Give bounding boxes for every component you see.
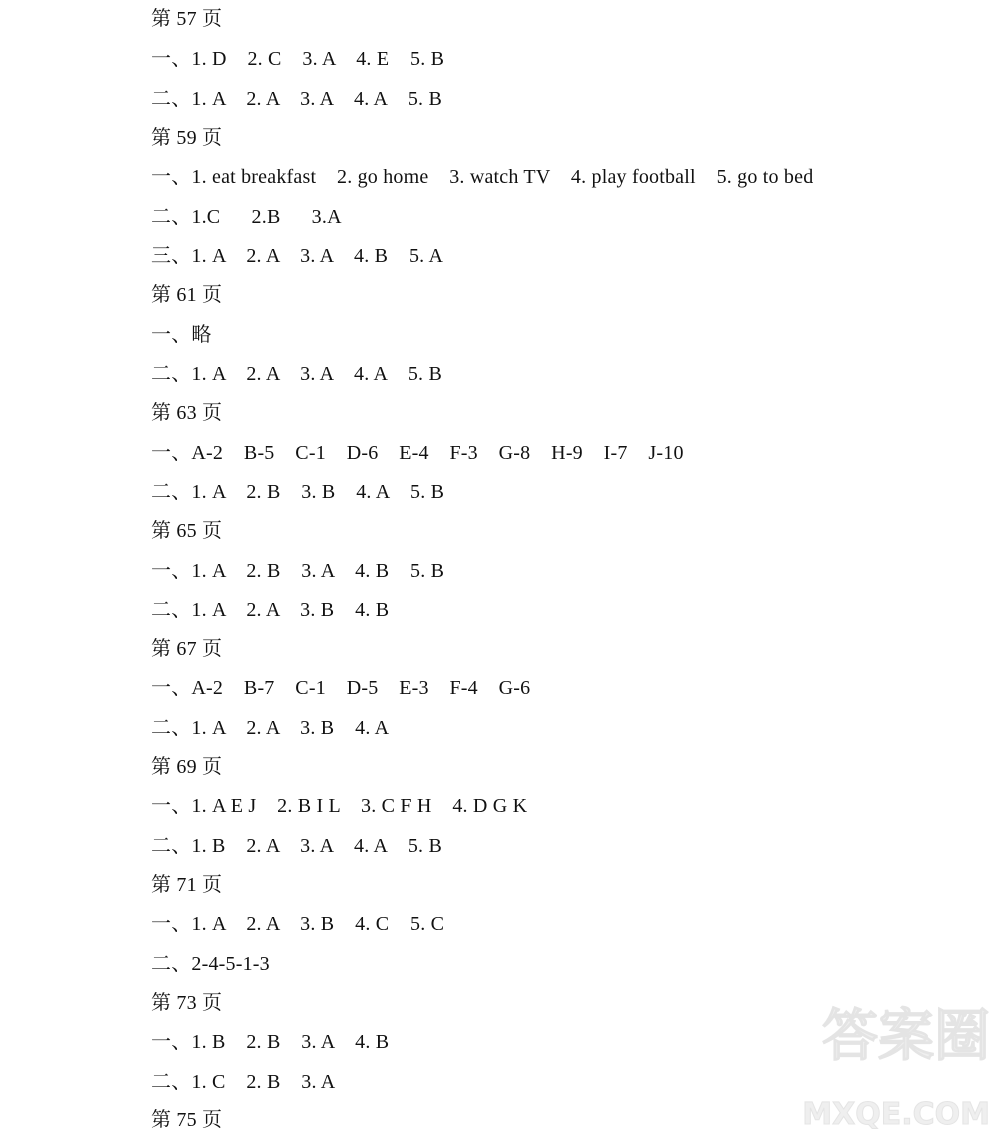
page-heading-73: 第 73 页 (151, 992, 223, 1014)
answer-line: 二、1. B 2. A 3. A 4. A 5. B (151, 835, 442, 857)
answer-line: 二、1. C 2. B 3. A (151, 1071, 336, 1093)
page-heading-65: 第 65 页 (151, 520, 223, 542)
page-heading-63: 第 63 页 (151, 402, 223, 424)
answer-line: 一、略 (151, 324, 212, 346)
answer-line: 一、A-2 B-7 C-1 D-5 E-3 F-4 G-6 (151, 677, 531, 699)
answer-line: 一、1. B 2. B 3. A 4. B (151, 1031, 390, 1053)
page-heading-71: 第 71 页 (151, 874, 223, 896)
answer-line: 二、1. A 2. A 3. A 4. A 5. B (151, 363, 442, 385)
answer-line: 一、1. A E J 2. B I L 3. C F H 4. D G K (151, 795, 528, 817)
page-heading-57: 第 57 页 (151, 8, 223, 30)
answer-line: 二、1. A 2. A 3. B 4. B (151, 599, 390, 621)
page-heading-69: 第 69 页 (151, 756, 223, 778)
answer-line: 三、1. A 2. A 3. A 4. B 5. A (151, 245, 444, 267)
page-heading-61: 第 61 页 (151, 284, 223, 306)
page-heading-67: 第 67 页 (151, 638, 223, 660)
answer-line: 一、1. D 2. C 3. A 4. E 5. B (151, 48, 445, 70)
watermark-url-text: MXQE.COM (802, 1097, 990, 1132)
site-watermark (790, 997, 990, 1137)
answer-line: 二、1. A 2. B 3. B 4. A 5. B (151, 481, 445, 503)
answer-line: 一、1. A 2. A 3. B 4. C 5. C (151, 913, 445, 935)
watermark-logo-text: 答案圈 (822, 1004, 990, 1069)
page-heading-75: 第 75 页 (151, 1109, 223, 1131)
page-heading-59: 第 59 页 (151, 127, 223, 149)
answer-line: 一、A-2 B-5 C-1 D-6 E-4 F-3 G-8 H-9 I-7 J-10 (151, 442, 684, 464)
answer-line: 二、1.C 2.B 3.A (151, 206, 342, 228)
answer-line: 二、1. A 2. A 3. A 4. A 5. B (151, 88, 442, 110)
answer-line: 一、1. A 2. B 3. A 4. B 5. B (151, 560, 445, 582)
answer-line: 一、1. eat breakfast 2. go home 3. watch TV 4. play football 5. go to bed (151, 166, 814, 188)
answer-line: 二、1. A 2. A 3. B 4. A (151, 717, 390, 739)
answer-line: 二、2-4-5-1-3 (151, 953, 270, 975)
